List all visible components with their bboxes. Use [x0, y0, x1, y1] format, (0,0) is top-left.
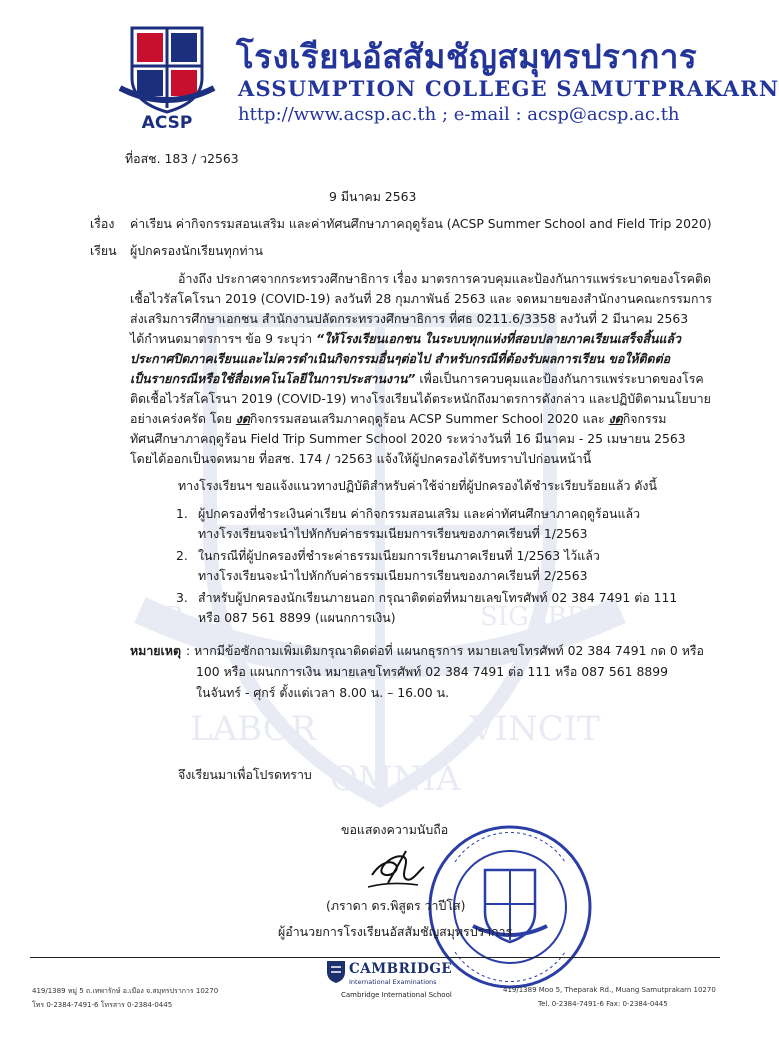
watermark-band-left: BR	[145, 602, 184, 632]
list-item-line: ในกรณีที่ผู้ปกครองที่ชำระค่าธรรมเนียมการเรียนภาคเรียนที่ 1/2563 ไว้แล้ว	[198, 548, 600, 563]
list-item-number: 2.	[176, 548, 188, 563]
list-item-line: สำหรับผู้ปกครองนักเรียนภายนอก กรุณาติดต่อที่หมายเลขโทรศัพท์ 02 384 7491 ต่อ 111	[198, 590, 678, 605]
watermark-motto-right: VINCIT	[470, 709, 600, 749]
recipient-label: เรียน	[90, 243, 117, 258]
watermark-motto-left: LABOR	[190, 709, 317, 749]
paragraph-2: ทางโรงเรียนฯ ขอแจ้งแนวทางปฏิบัติสำหรับค่าใช้จ่ายที่ผู้ปกครองได้ชำระเรียบร้อยแล้ว ดังนี้	[178, 478, 657, 493]
list-item-number: 1.	[176, 506, 188, 521]
watermark-motto-bottom: OMNIA	[330, 759, 461, 799]
paragraph-1-text: กิจกรรม	[622, 411, 667, 426]
paragraph-1-text: อย่างเคร่งครัด โดย	[130, 411, 236, 426]
closing-line: จึงเรียนมาเพื่อโปรดทราบ	[178, 767, 312, 782]
paragraph-1-line: เชื้อไวรัสโคโรนา 2019 (COVID-19) ลงวันที่ 28 กุมภาพันธ์ 2563 และ จดหมายของสำนักงานคณะกรรมการ	[130, 291, 713, 306]
signer-title: ผู้อำนวยการโรงเรียนอัสสัมชัญสมุทรปราการ	[278, 924, 513, 939]
cambridge-name: CAMBRIDGE	[349, 961, 453, 977]
paragraph-1-text: ได้กำหนดมาตรการฯ ข้อ 9 ระบุว่า	[130, 331, 316, 346]
school-name-english: ASSUMPTION COLLEGE SAMUTPRAKARN	[238, 76, 779, 101]
note-label: หมายเหตุ	[130, 643, 182, 658]
school-contact: http://www.acsp.ac.th ; e-mail : acsp@acsp.ac.th	[238, 104, 680, 125]
paragraph-1-line: อ้างถึง ประกาศจากกระทรวงศึกษาธิการ เรื่อง มาตรการควบคุมและป้องกันการแพร่ระบาดของโรคติด	[178, 271, 712, 286]
paragraph-1-text: เพื่อเป็นการควบคุมและป้องกันการแพร่ระบาดของโรค	[415, 371, 704, 386]
logo-abbreviation: ACSP	[141, 113, 193, 133]
subject-text: ค่าเรียน ค่ากิจกรรมสอนเสริม และค่าทัศนศึกษาภาคฤดูร้อน (ACSP Summer School and Field Trip 2020)	[130, 216, 712, 231]
list-item-number: 3.	[176, 590, 188, 605]
paragraph-1-text: กิจกรรมสอนเสริมภาคฤดูร้อน ACSP Summer School 2020 และ	[249, 411, 609, 426]
paragraph-1-line: ติดเชื้อไวรัสโคโรนา 2019 (COVID-19) ทางโรงเรียนได้ตระหนักถึงมาตรการดังกล่าว และปฏิบัติตามนโยบาย	[130, 391, 711, 406]
signer-name: (ภราดา ดร.พิสูตร วาปีโส)	[326, 898, 466, 913]
school-name-thai: โรงเรียนอัสสัมชัญสมุทรปราการ	[236, 37, 698, 76]
cancel-emphasis: งด	[235, 411, 250, 426]
subject-label: เรื่อง	[90, 216, 115, 231]
footer-phone-english: Tel. 0-2384-7491-6 Fax: 0-2384-0445	[538, 1000, 668, 1008]
footer-divider	[30, 957, 720, 958]
quoted-measure: “ให้โรงเรียนเอกชน ในระบบทุกแห่งที่สอบปลายภาคเรียนเสร็จสิ้นแล้ว	[315, 331, 681, 346]
school-crest-logo	[112, 20, 222, 132]
paragraph-1-line: ส่งเสริมการศึกษาเอกชน สำนักงานปลัดกระทรวงศึกษาธิการ ที่ศธ 0211.6/3358 ลงวันที่ 2 มีนาคม 2563	[130, 311, 689, 326]
quoted-measure-line: ประกาศปิดภาคเรียนและไม่ควรดำเนินกิจกรรมอื่นๆต่อไป สำหรับกรณีที่ต้องรับผลการเรียน ขอให้ติดต่อ	[130, 351, 671, 366]
paragraph-1-line	[130, 411, 666, 426]
letter-date: 9 มีนาคม 2563	[329, 189, 417, 204]
paragraph-1-line: ทัศนศึกษาภาคฤดูร้อน Field Trip Summer School 2020 ระหว่างวันที่ 16 มีนาคม - 25 เมษายน 2563	[130, 431, 686, 446]
recipient-text: ผู้ปกครองนักเรียนทุกท่าน	[130, 243, 263, 258]
cambridge-subtitle: International Examinations	[349, 978, 437, 986]
regards-line: ขอแสดงความนับถือ	[341, 822, 449, 837]
footer-phone-thai: โทร 0-2384-7491-6 โทรสาร 0-2384-0445	[32, 1001, 173, 1009]
note-line: : หากมีข้อซักถามเพิ่มเติมกรุณาติดต่อที่ แผนกธุรการ หมายเลขโทรศัพท์ 02 384 7491 กด 0 หรือ	[186, 643, 704, 658]
reference-number: ที่อสช. 183 / ว2563	[125, 151, 239, 166]
list-item-line: หรือ 087 561 8899 (แผนกการเงิน)	[198, 610, 396, 625]
quoted-measure: เป็นรายกรณีหรือใช้สื่อเทคโนโลยีในการประสานงาน”	[130, 371, 416, 386]
watermark-band-right: SIGABRIE	[480, 602, 616, 632]
cambridge-shield-icon	[326, 960, 346, 984]
paragraph-1-line: โดยได้ออกเป็นจดหมาย ที่อสช. 174 / ว2563 แจ้งให้ผู้ปกครองได้รับทราบไปก่อนหน้านี้	[130, 451, 592, 466]
cambridge-school-label: Cambridge International School	[341, 991, 452, 999]
paragraph-1-line	[130, 331, 681, 346]
note-line: ในจันทร์ - ศุกร์ ตั้งแต่เวลา 8.00 น. – 16.00 น.	[196, 685, 450, 700]
list-item-line: ทางโรงเรียนจะนำไปหักกับค่าธรรมเนียมการเรียนของภาคเรียนที่ 1/2563	[198, 526, 588, 541]
handwritten-signature	[360, 845, 430, 893]
list-item-line: ทางโรงเรียนจะนำไปหักกับค่าธรรมเนียมการเรียนของภาคเรียนที่ 2/2563	[198, 568, 588, 583]
footer-address-thai: 419/1389 หมู่ 5 ถ.เทพารักษ์ อ.เมือง จ.สมุทรปราการ 10270	[32, 987, 219, 995]
note-line: 100 หรือ แผนกการเงิน หมายเลขโทรศัพท์ 02 384 7491 ต่อ 111 หรือ 087 561 8899	[196, 664, 668, 679]
list-item-line: ผู้ปกครองที่ชำระเงินค่าเรียน ค่ากิจกรรมสอนเสริม และค่าทัศนศึกษาภาคฤดูร้อนแล้ว	[198, 506, 641, 521]
paragraph-1-line	[130, 371, 704, 386]
footer-address-english: 419/1389 Moo 5, Theparak Rd., Muang Samutprakarn 10270	[503, 986, 716, 994]
cancel-emphasis: งด	[608, 411, 623, 426]
